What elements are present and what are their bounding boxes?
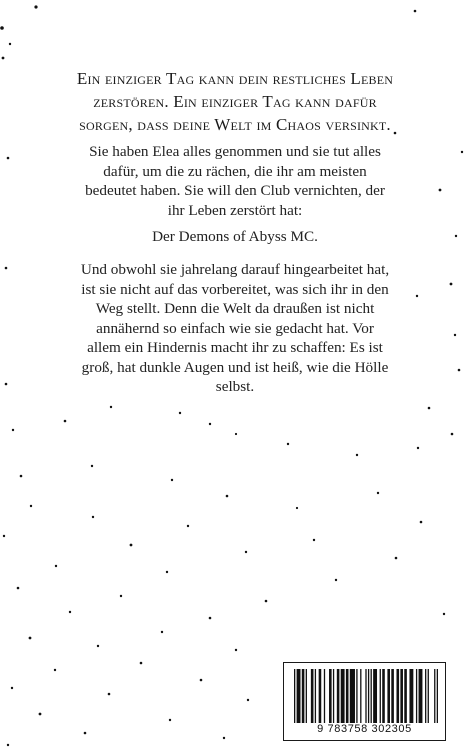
- speckle: [54, 669, 56, 671]
- speckle: [92, 516, 94, 518]
- blurb-line: Der Demons of Abyss MC.: [152, 228, 318, 245]
- blurb-line: Weg stellt. Denn die Welt da draußen ist nicht: [95, 300, 375, 317]
- speckle: [287, 443, 289, 445]
- barcode-bar: [425, 669, 426, 723]
- barcode-bar: [396, 669, 399, 723]
- speckle: [97, 645, 99, 647]
- barcode-bar: [297, 669, 301, 723]
- speckle: [356, 454, 358, 456]
- barcode-bar: [437, 669, 438, 723]
- barcode-bar: [373, 669, 377, 723]
- speckle: [439, 189, 442, 192]
- barcode-bar: [329, 669, 332, 723]
- blurb-paragraph-2: [45, 227, 425, 247]
- barcode-bar: [350, 669, 355, 723]
- speckle: [420, 521, 423, 524]
- speckle: [455, 235, 457, 237]
- speckle: [120, 595, 122, 597]
- speckle: [209, 423, 211, 425]
- speckle: [335, 579, 337, 581]
- speckle: [7, 157, 10, 160]
- speckle: [245, 551, 247, 553]
- barcode-bar: [311, 669, 314, 723]
- speckle: [91, 465, 93, 467]
- speckle: [0, 26, 4, 30]
- blurb-line: groß, hat dunkle Augen und ist heiß, wie die Hölle: [81, 358, 389, 376]
- speckle: [458, 369, 461, 372]
- barcode-bar: [341, 669, 345, 723]
- speckle: [64, 420, 67, 423]
- speckle: [9, 43, 11, 45]
- barcode-bar: [302, 669, 305, 723]
- barcode-bar: [428, 669, 429, 723]
- barcode-bar: [387, 669, 390, 723]
- speckle: [3, 535, 5, 537]
- barcode-bar: [371, 669, 372, 723]
- barcode-bar: [368, 669, 369, 723]
- speckle: [179, 412, 181, 414]
- blurb-line: allem ein Hindernis macht ihr zu schaffen: Es ist: [87, 339, 383, 356]
- speckle: [130, 544, 133, 547]
- speckle: [454, 334, 456, 336]
- speckle: [2, 57, 5, 60]
- speckle: [200, 679, 203, 682]
- speckle: [451, 433, 454, 436]
- blurb-line: ihr Leben zerstört hat:: [167, 201, 303, 219]
- barcode-bar: [434, 669, 435, 723]
- speckle: [34, 5, 37, 8]
- isbn-barcode: [283, 662, 446, 741]
- speckle: [140, 662, 143, 665]
- barcode-bar: [306, 669, 307, 723]
- speckle: [226, 495, 229, 498]
- speckle: [296, 507, 298, 509]
- speckle: [450, 283, 453, 286]
- speckle: [395, 557, 398, 560]
- blurb-line: bedeutet haben. Sie will den Club vernichten, der: [85, 182, 385, 199]
- speckle: [7, 744, 9, 746]
- barcode-bar: [416, 669, 417, 723]
- speckle: [5, 383, 8, 386]
- speckle: [110, 406, 112, 408]
- barcode-bar: [333, 669, 334, 723]
- speckle: [265, 600, 268, 603]
- barcode-bar: [360, 669, 361, 723]
- barcode-bar: [319, 669, 322, 723]
- speckle: [29, 637, 32, 640]
- speckle: [39, 713, 42, 716]
- speckle: [11, 687, 13, 689]
- barcode-bar: [400, 669, 403, 723]
- barcode-bars: [294, 669, 438, 723]
- speckle: [235, 433, 237, 435]
- blurb-paragraph-3: [35, 260, 435, 397]
- speckle: [17, 587, 20, 590]
- barcode-bar: [337, 669, 340, 723]
- barcode-bar: [324, 669, 325, 723]
- blurb-line: dafür, um die zu rächen, die ihr am meisten: [103, 162, 367, 180]
- speckle: [84, 732, 87, 735]
- speckle: [108, 693, 111, 696]
- speckle: [171, 479, 173, 481]
- tagline-line: sorgen, dass deine Welt im Chaos versinkt.: [79, 115, 391, 134]
- barcode-bar: [356, 669, 357, 723]
- speckle: [443, 613, 445, 615]
- tagline: [40, 67, 430, 136]
- blurb-line: ist sie nicht auf das vorbereitet, was sich ihr in den: [81, 280, 389, 298]
- barcode-bar: [404, 669, 407, 723]
- speckle: [187, 525, 189, 527]
- speckle: [461, 151, 463, 153]
- speckle: [313, 539, 315, 541]
- barcode-bar: [409, 669, 413, 723]
- speckle: [5, 267, 8, 270]
- speckle: [169, 719, 171, 721]
- speckle: [69, 611, 71, 613]
- blurb-line: Und obwohl sie jahrelang darauf hingearbeitet hat,: [80, 261, 390, 278]
- barcode-bar: [419, 669, 423, 723]
- speckle: [247, 699, 249, 701]
- speckle: [30, 505, 32, 507]
- speckle: [12, 429, 14, 431]
- blurb-line: Sie haben Elea alles genommen und sie tut alles: [89, 143, 381, 160]
- barcode-bar: [315, 669, 316, 723]
- isbn-number: 9 783758 302305: [317, 723, 412, 735]
- speckle: [223, 737, 225, 739]
- tagline-line: Ein einziger Tag kann dein restliches Leben: [76, 69, 394, 88]
- tagline-line: zerstören. Ein einziger Tag kann dafür: [93, 92, 377, 111]
- speckle: [166, 571, 168, 573]
- speckle: [20, 475, 23, 478]
- barcode-bar: [346, 669, 349, 723]
- barcode-bar: [294, 669, 295, 723]
- barcode-bar: [391, 669, 394, 723]
- speckle: [414, 10, 417, 13]
- barcode-bar: [382, 669, 385, 723]
- barcode-bar: [380, 669, 381, 723]
- blurb-line: selbst.: [215, 378, 255, 395]
- speckle: [209, 617, 212, 620]
- speckle: [235, 649, 237, 651]
- speckle: [377, 492, 379, 494]
- speckle: [55, 565, 57, 567]
- blurb-line: annähernd so einfach wie sie gedacht hat. Vor: [96, 319, 374, 337]
- speckle: [428, 407, 431, 410]
- speckle: [417, 447, 419, 449]
- blurb-paragraph-1: [45, 142, 425, 220]
- barcode-bar: [365, 669, 366, 723]
- speckle: [161, 631, 163, 633]
